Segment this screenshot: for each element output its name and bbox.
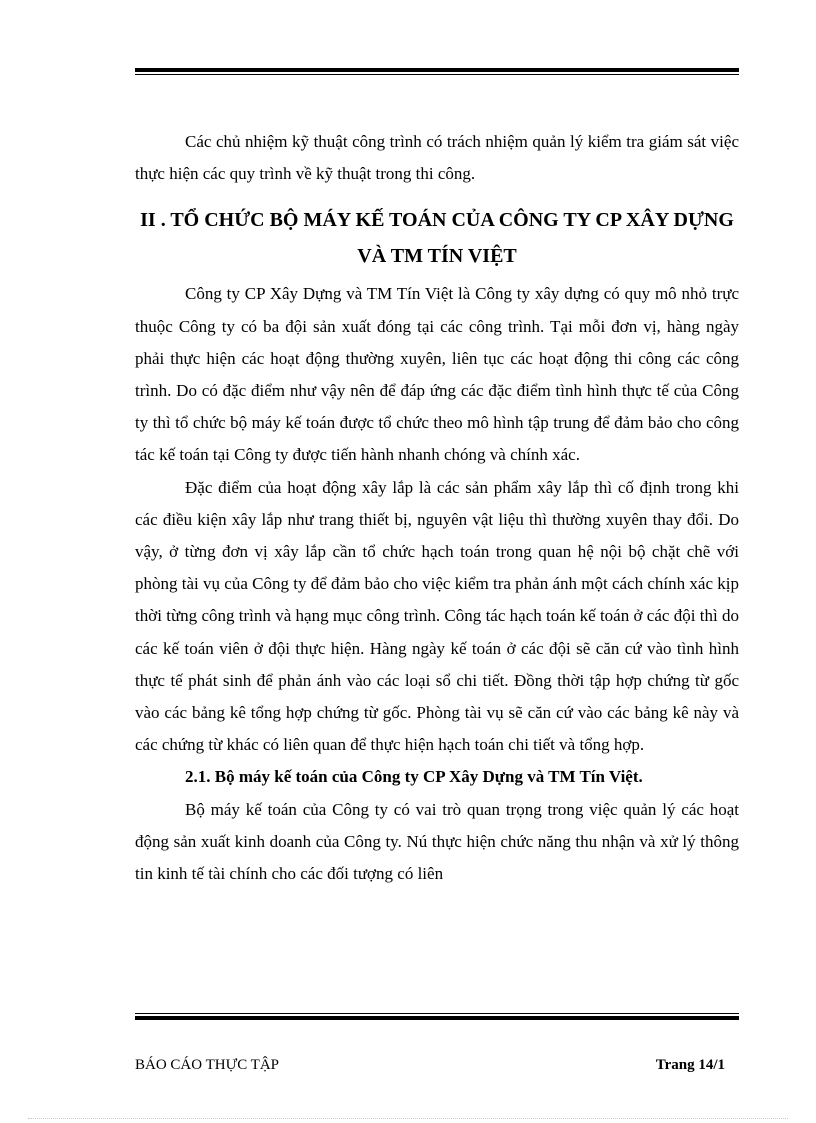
footer-label: BÁO CÁO THỰC TẬP	[135, 1057, 280, 1073]
paragraph-1: Các chủ nhiệm kỹ thuật công trình có trách nhiệm quản lý kiểm tra giám sát việc thực hiện các quy trình về kỹ thuật trong thi công.	[135, 132, 739, 184]
page-edge-divider	[28, 1118, 788, 1119]
page-footer	[135, 1055, 725, 1075]
paragraph-3: Đặc điểm của hoạt động xây lắp là các sản phẩm xây lắp thì cố định trong khi các điều kiện xây lắp như trang thiết bị, nguyên vật liệu thì thường xuyên thay đổi. Do vậy, ở từng đơn vị xây lắp cần tổ chức hạch toán trong quan hệ nội bộ chặt chẽ với phòng tài vụ của Công ty để đảm bảo cho việc kiểm tra phản ánh một cách chính xác kịp thời từng công trình và hạng mục công trình. Công tác hạch toán kế toán ở các đội thì do các kế toán viên ở đội thực hiện. Hàng ngày kế toán ở các đội sẽ căn cứ vào tình hình thực tế phát sinh để phản ánh vào các loại sổ chi tiết. Đồng thời tập hợp chứng từ gốc vào các bảng kê tổng hợp chứng từ gốc. Phòng tài vụ sẽ căn cứ vào các bảng kê này và các chứng từ khác có liên quan để thực hiện hạch toán chi tiết và tổng hợp.	[135, 477, 739, 755]
footer-rule	[135, 1013, 739, 1020]
subsection-heading: 2.1. Bộ máy kế toán của Công ty CP Xây Dựng và TM Tín Việt.	[185, 767, 643, 787]
section-heading: II . TỔ CHỨC BỘ MÁY KẾ TOÁN CỦA CÔNG TY CP XÂY DỰNG VÀ TM TÍN VIỆT	[140, 209, 734, 268]
page-number: Trang 14/1	[655, 1057, 725, 1073]
header-rule	[135, 68, 739, 75]
paragraph-2: Công ty CP Xây Dựng và TM Tín Việt là Công ty xây dựng có quy mô nhỏ trực thuộc Công ty có ba đội sản xuất đóng tại các công trình. Tại mỗi đơn vị, hàng ngày phải thực hiện các hoạt động thường xuyên, liên tục các hoạt động thi công các công trình. Do có đặc điểm như vậy nên để đáp ứng các đặc điểm tình hình thực tế của Công ty thì tổ chức bộ máy kế toán được tổ chức theo mô hình tập trung để đảm bảo cho công tác kế toán tại Công ty được tiến hành nhanh chóng và chính xác.	[135, 284, 739, 465]
paragraph-4: Bộ máy kế toán của Công ty có vai trò quan trọng trong việc quản lý các hoạt động sản xuất kinh doanh của Công ty. Nú thực hiện chức năng thu nhận và xử lý thông tin kinh tế tài chính cho các đối tượng có liên	[135, 799, 739, 884]
body-content	[135, 126, 739, 890]
